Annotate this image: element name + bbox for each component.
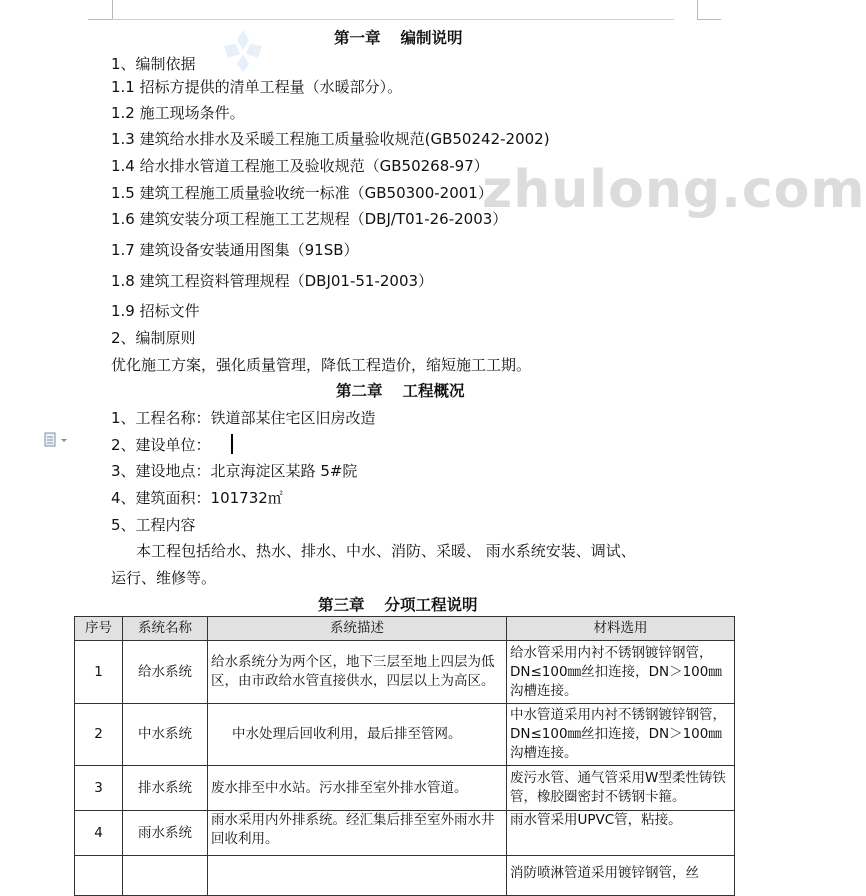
row-number: 2 — [75, 704, 123, 766]
column-header: 系统描述 — [208, 617, 507, 641]
margin-mark-top-right — [697, 0, 698, 20]
basis-item: 1.9 招标文件 — [111, 302, 200, 320]
material-selection: 消防喷淋管道采用镀锌钢管，丝 — [507, 856, 735, 896]
system-name — [123, 856, 208, 896]
material-selection: 给水管采用内衬不锈钢镀锌钢管，DN≤100㎜丝扣连接，DN＞100㎜沟槽连接。 — [507, 641, 735, 704]
column-header: 系统名称 — [123, 617, 208, 641]
overview-item: 2、建设单位： — [111, 436, 211, 454]
row-number: 4 — [75, 811, 123, 856]
material-selection: 雨水管采用UPVC管，粘接。 — [507, 811, 735, 856]
basis-item: 1.4 给水排水管道工程施工及验收规范（GB50268-97） — [111, 157, 489, 175]
table-row — [75, 856, 735, 896]
principle-text: 优化施工方案，强化质量管理，降低工程造价，缩短施工工期。 — [111, 356, 532, 374]
basis-item: 1.3 建筑给水排水及采暖工程施工质量验收规范(GB50242-2002) — [111, 130, 550, 148]
system-name: 排水系统 — [123, 766, 208, 811]
overview-item: 5、工程内容 — [111, 516, 196, 534]
table-row — [75, 704, 735, 766]
table-row — [75, 811, 735, 856]
basis-item: 1.1 招标方提供的清单工程量（水暖部分）。 — [111, 78, 403, 96]
row-number: 3 — [75, 766, 123, 811]
margin-mark-top-left — [88, 19, 112, 20]
margin-mark-top-right — [697, 19, 721, 20]
text-cursor — [231, 434, 233, 454]
overview-item: 3、建设地点：北京海淀区某路 5#院 — [111, 462, 358, 480]
project-content-text: 运行、维修等。 — [111, 569, 217, 587]
chapter-1-title: 第一章 编制说明 — [334, 28, 463, 47]
section-heading-principle: 2、编制原则 — [111, 329, 196, 347]
overview-item: 1、工程名称：铁道部某住宅区旧房改造 — [111, 409, 376, 427]
row-number — [75, 856, 123, 896]
margin-mark-top-left — [112, 0, 113, 20]
section-heading-basis: 1、编制依据 — [111, 55, 196, 73]
basis-item: 1.7 建筑设备安装通用图集（91SB） — [111, 241, 359, 259]
column-header: 序号 — [75, 617, 123, 641]
watermark: zhulong.com — [482, 160, 866, 220]
system-name: 雨水系统 — [123, 811, 208, 856]
system-description: 雨水采用内外排系统。经汇集后排至室外雨水井回收利用。 — [208, 811, 507, 856]
row-number: 1 — [75, 641, 123, 704]
material-selection: 中水管道采用内衬不锈钢镀锌钢管，DN≤100㎜丝扣连接，DN＞100㎜沟槽连接。 — [507, 704, 735, 766]
system-description: 中水处理后回收利用，最后排至管网。 — [208, 704, 507, 766]
project-content-text: 本工程包括给水、热水、排水、中水、消防、采暖、 雨水系统安装、调试、 — [136, 542, 636, 560]
chapter-3-title: 第三章 分项工程说明 — [318, 595, 478, 614]
system-description: 给水系统分为两个区，地下三层至地上四层为低区，由市政给水管直接供水，四层以上为高区。 — [208, 641, 507, 704]
basis-item: 1.8 建筑工程资料管理规程（DBJ01-51-2003） — [111, 272, 434, 290]
material-selection: 废污水管、通气管采用W型柔性铸铁管，橡胶圈密封不锈钢卡箍。 — [507, 766, 735, 811]
basis-item: 1.5 建筑工程施工质量验收统一标准（GB50300-2001） — [111, 184, 493, 202]
column-header: 材料选用 — [507, 617, 735, 641]
paste-options-icon[interactable] — [44, 432, 70, 448]
table-row — [75, 766, 735, 811]
overview-item: 4、建筑面积：101732㎡ — [111, 489, 283, 507]
system-name: 给水系统 — [123, 641, 208, 704]
system-name: 中水系统 — [123, 704, 208, 766]
basis-item: 1.6 建筑安装分项工程施工工艺规程（DBJ/T01-26-2003） — [111, 210, 508, 228]
subitem-spec-table — [74, 616, 735, 896]
header-rule — [112, 19, 674, 20]
basis-item: 1.2 施工现场条件。 — [111, 104, 245, 122]
table-header-row — [75, 617, 735, 641]
chapter-2-title: 第二章 工程概况 — [336, 381, 465, 400]
system-description — [208, 856, 507, 896]
table-row — [75, 641, 735, 704]
zhulong-logo-icon — [218, 28, 268, 72]
system-description: 废水排至中水站。污水排至室外排水管道。 — [208, 766, 507, 811]
